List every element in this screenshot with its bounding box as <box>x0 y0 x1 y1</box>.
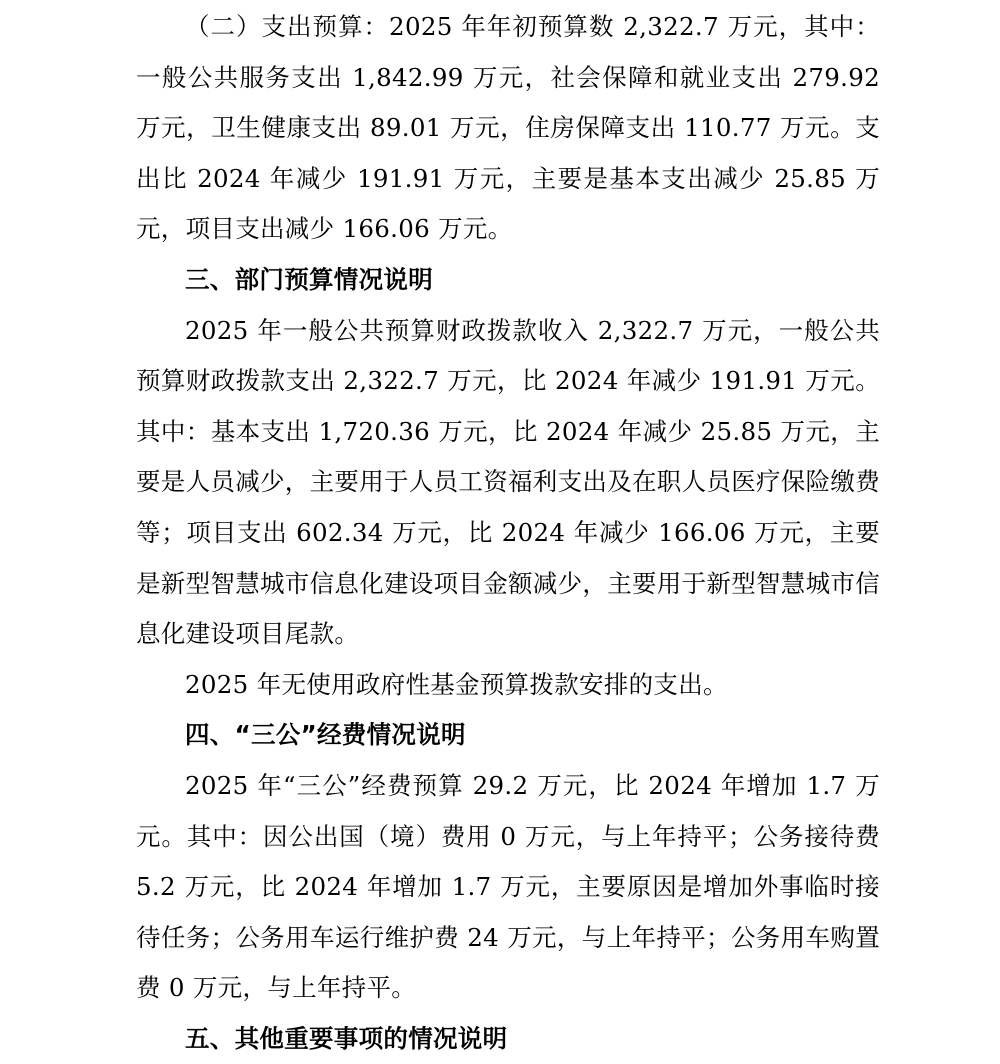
section-heading-department-budget: 三、部门预算情况说明 <box>185 264 433 294</box>
section-heading-other-matters: 五、其他重要事项的情况说明 <box>185 1023 508 1053</box>
three-public-paragraph: 2025 年“三公”经费预算 29.2 万元，比 2024 年增加 1.7 万元。其中：因公出国（境）费用 0 万元，与上年持平；公务接待费 5.2 万元，比 2024 年增加 1.7 万元，主要原因是增加外事临时接待任务；公务用车运行维护费 24 万元，与上年持平；公务用车购置费 0 万元，与上年持平。 <box>136 770 880 1003</box>
government-fund-paragraph: 2025 年无使用政府性基金预算拨款安排的支出。 <box>185 669 728 699</box>
section-heading-three-public: 四、“三公”经费情况说明 <box>185 720 466 750</box>
expenditure-budget-paragraph: （二）支出预算：2025 年年初预算数 2,322.7 万元，其中：一般公共服务支出 1,842.99 万元，社会保障和就业支出 279.92 万元，卫生健康支出 89.01 万元，住房保障支出 110.77 万元。支出比 2024 年减少 191.91 万元，主要是基本支出减少 25.85 万元，项目支出减少 166.06 万元。 <box>136 12 880 244</box>
department-budget-paragraph: 2025 年一般公共预算财政拨款收入 2,322.7 万元，一般公共预算财政拨款支出 2,322.7 万元，比 2024 年减少 191.91 万元。其中：基本支出 1,720.36 万元，比 2024 年减少 25.85 万元，主要是人员减少，主要用于人员工资福利支出及在职人员医疗保险缴费等；项目支出 602.34 万元，比 2024 年减少 166.06 万元，主要是新型智慧城市信息化建设项目金额减少，主要用于新型智慧城市信息化建设项目尾款。 <box>136 315 880 649</box>
document-page <box>136 0 880 1064</box>
